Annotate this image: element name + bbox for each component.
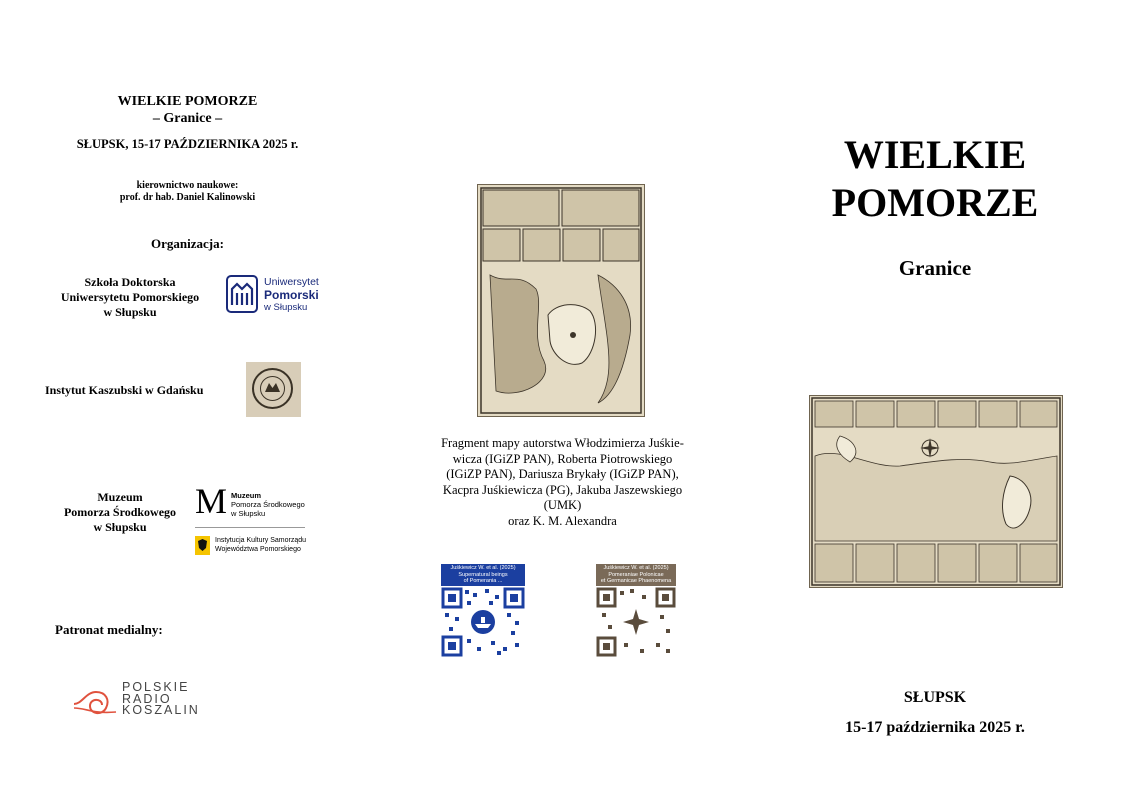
pomorskie-coat-icon bbox=[195, 536, 210, 555]
cover-subtitle: Granice bbox=[898, 256, 972, 280]
cover-city: SŁUPSK bbox=[903, 689, 967, 706]
muzeum-logo bbox=[195, 483, 310, 558]
org-kashubian-institute: Instytut Kaszubski w Gdańsku bbox=[45, 383, 204, 397]
museum-logo-text: Muzeum Pomorza Środkowego w Słupsku bbox=[231, 491, 305, 518]
left-title: WIELKIE POMORZE bbox=[117, 94, 258, 109]
pomerania-map-image bbox=[809, 395, 1063, 588]
caption-line: Fragment mapy autorstwa Włodzimierza Juśkie- bbox=[441, 436, 684, 450]
instytucja-text: Instytucja Kultury Samorządu Województwa Pomorskiego bbox=[215, 537, 307, 553]
polskie-radio-koszalin-logo bbox=[72, 682, 202, 718]
org-doctoral-school bbox=[45, 275, 215, 320]
org-line: Szkoła Doktorska bbox=[84, 275, 176, 289]
radio-logo-text: POLSKIE RADIO KOSZALIN bbox=[122, 680, 200, 717]
instytut-kaszubski-logo bbox=[246, 362, 301, 417]
up-logo-line: Uniwersytet bbox=[264, 276, 319, 288]
qr-code-supernatural[interactable] bbox=[441, 564, 525, 657]
historical-map-image bbox=[477, 184, 645, 417]
qr-label: Juśkiewicz W. et al. (2025) Pomeraniae Polonicae et Germanicae Phaenomena bbox=[596, 564, 676, 586]
uniwersytet-pomorski-logo bbox=[226, 275, 326, 315]
org-line: w Słupsku bbox=[93, 520, 147, 534]
organization-heading: Organizacja: bbox=[151, 236, 224, 251]
museum-m-icon: M bbox=[195, 481, 228, 521]
cover-date: 15-17 października 2025 r. bbox=[845, 719, 1025, 736]
seal-icon bbox=[252, 368, 293, 409]
qr-code-icon bbox=[441, 587, 525, 657]
org-line: Muzeum bbox=[97, 490, 143, 504]
left-subtitle: – Granice – bbox=[152, 111, 223, 126]
cover-title: WIELKIE bbox=[843, 132, 1027, 177]
cover-title-line2: POMORZE bbox=[831, 180, 1039, 225]
supervisor-name: prof. dr hab. Daniel Kalinowski bbox=[119, 192, 256, 203]
org-line: w Słupsku bbox=[103, 305, 157, 319]
qr-code-phaenomena[interactable] bbox=[596, 564, 676, 657]
caption-line: wicza (IGiZP PAN), Roberta Piotrowskiego bbox=[452, 451, 673, 466]
org-museum bbox=[45, 490, 195, 535]
supervision-label: kierownictwo naukowe: bbox=[136, 180, 239, 191]
org-line: Pomorza Środkowego bbox=[63, 505, 177, 519]
map-caption bbox=[425, 436, 700, 529]
up-logo-line: Pomorski bbox=[264, 288, 319, 302]
caption-line: oraz K. M. Alexandra bbox=[508, 513, 617, 528]
caption-line: (IGiZP PAN), Dariusza Brykały (IGiZP PAN), bbox=[446, 467, 679, 481]
patronage-heading: Patronat medialny: bbox=[55, 622, 163, 637]
qr-code-icon bbox=[596, 587, 676, 657]
qr-label: Juśkiewicz W. et al. (2025) Supernatural beings of Pomerania ... bbox=[441, 564, 525, 586]
left-place-date: SŁUPSK, 15-17 PAŹDZIERNIKA 2025 r. bbox=[76, 137, 299, 151]
logo-divider bbox=[195, 527, 305, 528]
up-logo-line: w Słupsku bbox=[264, 302, 308, 313]
caption-line: (UMK) bbox=[543, 498, 582, 512]
caption-line: Kacpra Juśkiewicza (PG), Jakuba Jaszewskiego bbox=[442, 482, 683, 497]
university-emblem-icon bbox=[226, 275, 258, 313]
radio-swirl-icon bbox=[72, 684, 118, 718]
org-line: Uniwersytetu Pomorskiego bbox=[60, 290, 200, 304]
